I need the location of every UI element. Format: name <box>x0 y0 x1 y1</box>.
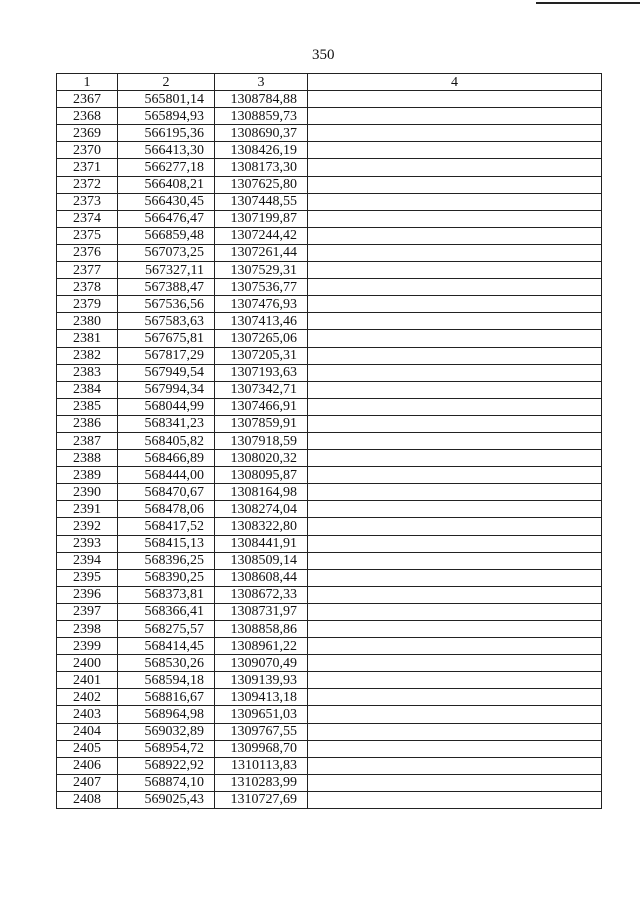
y-coordinate-cell: 1309139,93 <box>215 672 308 689</box>
note-cell <box>308 125 602 142</box>
x-coordinate-cell: 567073,25 <box>118 244 215 261</box>
point-number-cell: 2376 <box>57 244 118 261</box>
y-coordinate-cell: 1307193,63 <box>215 364 308 381</box>
note-cell <box>308 91 602 108</box>
table-row <box>57 603 602 620</box>
table-row <box>57 347 602 364</box>
table-row <box>57 586 602 603</box>
y-coordinate-cell: 1309767,55 <box>215 723 308 740</box>
table-row <box>57 774 602 791</box>
x-coordinate-cell: 566859,48 <box>118 227 215 244</box>
note-cell <box>308 706 602 723</box>
note-cell <box>308 347 602 364</box>
point-number-cell: 2377 <box>57 262 118 279</box>
point-number-cell: 2369 <box>57 125 118 142</box>
x-coordinate-cell: 568373,81 <box>118 586 215 603</box>
x-coordinate-cell: 567994,34 <box>118 381 215 398</box>
x-coordinate-cell: 567388,47 <box>118 279 215 296</box>
y-coordinate-cell: 1308690,37 <box>215 125 308 142</box>
x-coordinate-cell: 568470,67 <box>118 484 215 501</box>
point-number-cell: 2406 <box>57 757 118 774</box>
note-cell <box>308 757 602 774</box>
point-number-cell: 2405 <box>57 740 118 757</box>
y-coordinate-cell: 1307918,59 <box>215 432 308 449</box>
table-row <box>57 381 602 398</box>
x-coordinate-cell: 568874,10 <box>118 774 215 791</box>
x-coordinate-cell: 566476,47 <box>118 210 215 227</box>
table-row <box>57 330 602 347</box>
table-row <box>57 552 602 569</box>
table-row <box>57 364 602 381</box>
point-number-cell: 2387 <box>57 432 118 449</box>
x-coordinate-cell: 568414,45 <box>118 638 215 655</box>
x-coordinate-cell: 568415,13 <box>118 535 215 552</box>
note-cell <box>308 108 602 125</box>
note-cell <box>308 193 602 210</box>
table-row <box>57 176 602 193</box>
x-coordinate-cell: 568530,26 <box>118 655 215 672</box>
point-number-cell: 2395 <box>57 569 118 586</box>
point-number-cell: 2391 <box>57 501 118 518</box>
note-cell <box>308 552 602 569</box>
note-cell <box>308 467 602 484</box>
x-coordinate-cell: 566408,21 <box>118 176 215 193</box>
note-cell <box>308 689 602 706</box>
note-cell <box>308 244 602 261</box>
table-row <box>57 518 602 535</box>
y-coordinate-cell: 1309651,03 <box>215 706 308 723</box>
column-header: 3 <box>215 74 308 91</box>
y-coordinate-cell: 1308509,14 <box>215 552 308 569</box>
note-cell <box>308 296 602 313</box>
note-cell <box>308 638 602 655</box>
y-coordinate-cell: 1310283,99 <box>215 774 308 791</box>
point-number-cell: 2402 <box>57 689 118 706</box>
table-row <box>57 501 602 518</box>
x-coordinate-cell: 567583,63 <box>118 313 215 330</box>
point-number-cell: 2382 <box>57 347 118 364</box>
note-cell <box>308 740 602 757</box>
y-coordinate-cell: 1308274,04 <box>215 501 308 518</box>
table-row <box>57 210 602 227</box>
y-coordinate-cell: 1307466,91 <box>215 398 308 415</box>
y-coordinate-cell: 1308672,33 <box>215 586 308 603</box>
x-coordinate-cell: 568044,99 <box>118 398 215 415</box>
note-cell <box>308 415 602 432</box>
table-row <box>57 723 602 740</box>
note-cell <box>308 313 602 330</box>
table-row <box>57 791 602 808</box>
x-coordinate-cell: 568954,72 <box>118 740 215 757</box>
table-row <box>57 244 602 261</box>
y-coordinate-cell: 1309413,18 <box>215 689 308 706</box>
note-cell <box>308 791 602 808</box>
point-number-cell: 2385 <box>57 398 118 415</box>
table-row <box>57 432 602 449</box>
point-number-cell: 2392 <box>57 518 118 535</box>
y-coordinate-cell: 1307342,71 <box>215 381 308 398</box>
note-cell <box>308 364 602 381</box>
table-row <box>57 535 602 552</box>
x-coordinate-cell: 567327,11 <box>118 262 215 279</box>
note-cell <box>308 159 602 176</box>
point-number-cell: 2379 <box>57 296 118 313</box>
point-number-cell: 2370 <box>57 142 118 159</box>
point-number-cell: 2403 <box>57 706 118 723</box>
top-rule <box>536 2 640 4</box>
note-cell <box>308 672 602 689</box>
point-number-cell: 2396 <box>57 586 118 603</box>
y-coordinate-cell: 1307244,42 <box>215 227 308 244</box>
table-body <box>57 91 602 809</box>
point-number-cell: 2374 <box>57 210 118 227</box>
y-coordinate-cell: 1308961,22 <box>215 638 308 655</box>
table-row <box>57 108 602 125</box>
point-number-cell: 2401 <box>57 672 118 689</box>
note-cell <box>308 262 602 279</box>
table-row <box>57 689 602 706</box>
note-cell <box>308 484 602 501</box>
x-coordinate-cell: 566195,36 <box>118 125 215 142</box>
y-coordinate-cell: 1307448,55 <box>215 193 308 210</box>
x-coordinate-cell: 569032,89 <box>118 723 215 740</box>
point-number-cell: 2390 <box>57 484 118 501</box>
table-row <box>57 638 602 655</box>
table-row <box>57 279 602 296</box>
note-cell <box>308 432 602 449</box>
table-row <box>57 740 602 757</box>
table-row <box>57 655 602 672</box>
table-row <box>57 125 602 142</box>
x-coordinate-cell: 568341,23 <box>118 415 215 432</box>
point-number-cell: 2408 <box>57 791 118 808</box>
y-coordinate-cell: 1307199,87 <box>215 210 308 227</box>
table-row <box>57 706 602 723</box>
x-coordinate-cell: 568816,67 <box>118 689 215 706</box>
note-cell <box>308 723 602 740</box>
y-coordinate-cell: 1308784,88 <box>215 91 308 108</box>
x-coordinate-cell: 567817,29 <box>118 347 215 364</box>
point-number-cell: 2404 <box>57 723 118 740</box>
x-coordinate-cell: 568444,00 <box>118 467 215 484</box>
y-coordinate-cell: 1308731,97 <box>215 603 308 620</box>
column-header: 4 <box>308 74 602 91</box>
table-row <box>57 142 602 159</box>
y-coordinate-cell: 1308858,86 <box>215 621 308 638</box>
note-cell <box>308 501 602 518</box>
y-coordinate-cell: 1308095,87 <box>215 467 308 484</box>
x-coordinate-cell: 565801,14 <box>118 91 215 108</box>
note-cell <box>308 381 602 398</box>
y-coordinate-cell: 1307859,91 <box>215 415 308 432</box>
y-coordinate-cell: 1309070,49 <box>215 655 308 672</box>
column-header: 2 <box>118 74 215 91</box>
y-coordinate-cell: 1308859,73 <box>215 108 308 125</box>
y-coordinate-cell: 1307625,80 <box>215 176 308 193</box>
note-cell <box>308 621 602 638</box>
y-coordinate-cell: 1309968,70 <box>215 740 308 757</box>
point-number-cell: 2378 <box>57 279 118 296</box>
x-coordinate-cell: 566430,45 <box>118 193 215 210</box>
note-cell <box>308 450 602 467</box>
x-coordinate-cell: 568396,25 <box>118 552 215 569</box>
y-coordinate-cell: 1307413,46 <box>215 313 308 330</box>
table-row <box>57 757 602 774</box>
table-row <box>57 91 602 108</box>
y-coordinate-cell: 1310113,83 <box>215 757 308 774</box>
note-cell <box>308 774 602 791</box>
table-row <box>57 467 602 484</box>
table-row <box>57 621 602 638</box>
y-coordinate-cell: 1307536,77 <box>215 279 308 296</box>
table-row <box>57 296 602 313</box>
point-number-cell: 2397 <box>57 603 118 620</box>
point-number-cell: 2381 <box>57 330 118 347</box>
table-row <box>57 672 602 689</box>
y-coordinate-cell: 1308608,44 <box>215 569 308 586</box>
y-coordinate-cell: 1310727,69 <box>215 791 308 808</box>
x-coordinate-cell: 568964,98 <box>118 706 215 723</box>
point-number-cell: 2380 <box>57 313 118 330</box>
point-number-cell: 2400 <box>57 655 118 672</box>
point-number-cell: 2389 <box>57 467 118 484</box>
point-number-cell: 2407 <box>57 774 118 791</box>
x-coordinate-cell: 568478,06 <box>118 501 215 518</box>
y-coordinate-cell: 1308164,98 <box>215 484 308 501</box>
y-coordinate-cell: 1308441,91 <box>215 535 308 552</box>
note-cell <box>308 142 602 159</box>
y-coordinate-cell: 1308322,80 <box>215 518 308 535</box>
note-cell <box>308 176 602 193</box>
y-coordinate-cell: 1308173,30 <box>215 159 308 176</box>
point-number-cell: 2367 <box>57 91 118 108</box>
note-cell <box>308 227 602 244</box>
note-cell <box>308 569 602 586</box>
point-number-cell: 2368 <box>57 108 118 125</box>
note-cell <box>308 655 602 672</box>
x-coordinate-cell: 568417,52 <box>118 518 215 535</box>
x-coordinate-cell: 568366,41 <box>118 603 215 620</box>
point-number-cell: 2371 <box>57 159 118 176</box>
y-coordinate-cell: 1307261,44 <box>215 244 308 261</box>
y-coordinate-cell: 1307476,93 <box>215 296 308 313</box>
point-number-cell: 2393 <box>57 535 118 552</box>
point-number-cell: 2386 <box>57 415 118 432</box>
y-coordinate-cell: 1307205,31 <box>215 347 308 364</box>
table-row <box>57 484 602 501</box>
point-number-cell: 2373 <box>57 193 118 210</box>
point-number-cell: 2388 <box>57 450 118 467</box>
table-row <box>57 313 602 330</box>
x-coordinate-cell: 568405,82 <box>118 432 215 449</box>
point-number-cell: 2384 <box>57 381 118 398</box>
point-number-cell: 2398 <box>57 621 118 638</box>
table-row <box>57 193 602 210</box>
x-coordinate-cell: 568390,25 <box>118 569 215 586</box>
x-coordinate-cell: 568594,18 <box>118 672 215 689</box>
y-coordinate-cell: 1307529,31 <box>215 262 308 279</box>
table-row <box>57 450 602 467</box>
note-cell <box>308 603 602 620</box>
column-header: 1 <box>57 74 118 91</box>
note-cell <box>308 210 602 227</box>
y-coordinate-cell: 1308020,32 <box>215 450 308 467</box>
table-header-row <box>57 74 602 91</box>
y-coordinate-cell: 1308426,19 <box>215 142 308 159</box>
note-cell <box>308 279 602 296</box>
x-coordinate-cell: 568922,92 <box>118 757 215 774</box>
table-row <box>57 159 602 176</box>
point-number-cell: 2375 <box>57 227 118 244</box>
x-coordinate-cell: 568466,89 <box>118 450 215 467</box>
table-row <box>57 227 602 244</box>
table-row <box>57 569 602 586</box>
note-cell <box>308 330 602 347</box>
point-number-cell: 2399 <box>57 638 118 655</box>
note-cell <box>308 398 602 415</box>
x-coordinate-cell: 566277,18 <box>118 159 215 176</box>
note-cell <box>308 586 602 603</box>
table-row <box>57 262 602 279</box>
x-coordinate-cell: 568275,57 <box>118 621 215 638</box>
coordinates-table <box>56 73 602 809</box>
note-cell <box>308 518 602 535</box>
note-cell <box>308 535 602 552</box>
table-row <box>57 415 602 432</box>
point-number-cell: 2394 <box>57 552 118 569</box>
x-coordinate-cell: 567949,54 <box>118 364 215 381</box>
x-coordinate-cell: 569025,43 <box>118 791 215 808</box>
x-coordinate-cell: 567675,81 <box>118 330 215 347</box>
y-coordinate-cell: 1307265,06 <box>215 330 308 347</box>
page-number: 350 <box>312 47 335 63</box>
x-coordinate-cell: 565894,93 <box>118 108 215 125</box>
point-number-cell: 2383 <box>57 364 118 381</box>
x-coordinate-cell: 567536,56 <box>118 296 215 313</box>
point-number-cell: 2372 <box>57 176 118 193</box>
table-row <box>57 398 602 415</box>
x-coordinate-cell: 566413,30 <box>118 142 215 159</box>
